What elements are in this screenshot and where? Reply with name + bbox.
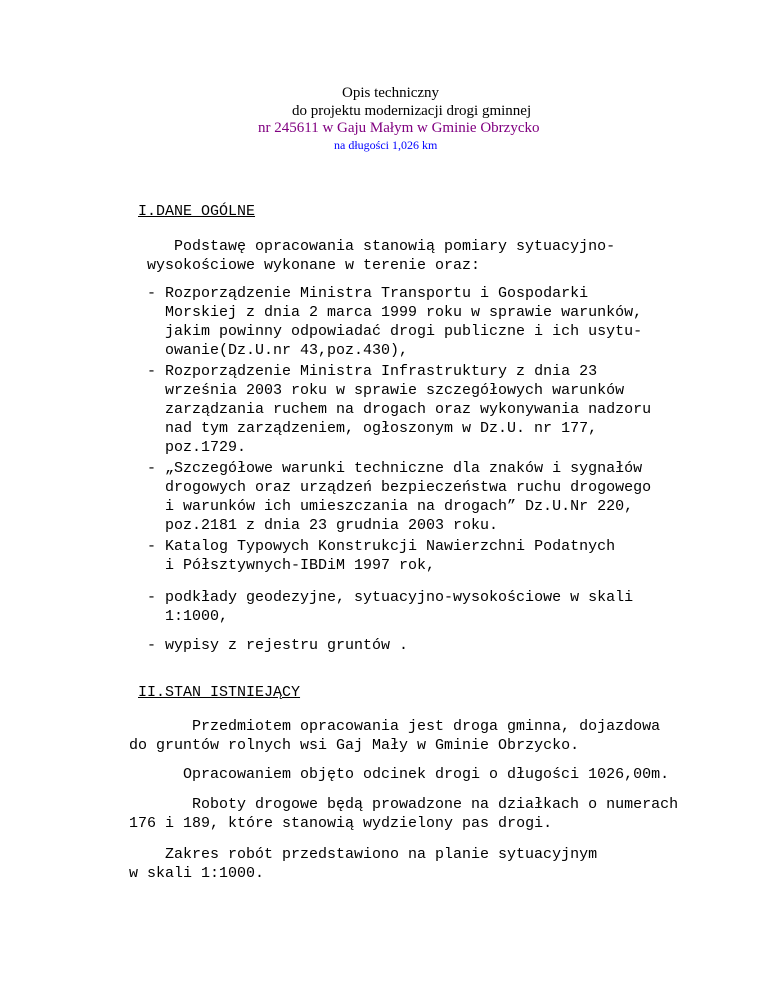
list-item-3-line-1: - „Szczegółowe warunki techniczne dla znaków i sygnałów [147,460,643,477]
section-2-paragraph-4-line-1: Zakres robót przedstawiono na planie sytuacyjnym [165,846,598,863]
list-item-1-line-1: - Rozporządzenie Ministra Transportu i Gospodarki [147,285,589,302]
document-subtitle: do projektu modernizacji drogi gminnej [292,103,532,119]
list-item-2-line-3: zarządzania ruchem na drogach oraz wykonywania nadzoru [165,401,652,418]
list-item-2-line-1: - Rozporządzenie Ministra Infrastruktury z dnia 23 [147,363,598,380]
list-item-2-line-4: nad tym zarządzeniem, ogłoszonym w Dz.U. nr 177, [165,420,598,437]
list-item-5-line-1: - podkłady geodezyjne, sytuacyjno-wysokościowe w skali [147,589,634,606]
section-2-paragraph-3-line-1: Roboty drogowe będą prowadzone na działkach o numerach [192,796,679,813]
section-2-paragraph-1-line-2: do gruntów rolnych wsi Gaj Mały w Gminie Obrzycko. [129,737,580,754]
section-1-intro-line-2: wysokościowe wykonane w terenie oraz: [147,257,481,274]
list-item-2-line-5: poz.1729. [165,439,247,456]
section-2-paragraph-1-line-1: Przedmiotem opracowania jest droga gminna, dojazdowa [192,718,661,735]
list-item-3-line-3: i warunków ich umieszczania na drogach” Dz.U.Nr 220, [165,498,634,515]
list-item-2-line-2: września 2003 roku w sprawie szczegółowych warunków [165,382,625,399]
list-item-3-line-2: drogowych oraz urządzeń bezpieczeństwa ruchu drogowego [165,479,652,496]
list-item-5-line-2: 1:1000, [165,608,229,625]
list-item-1-line-2: Morskiej z dnia 2 marca 1999 roku w sprawie warunków, [165,304,643,321]
section-2-heading: II.STAN ISTNIEJĄCY [138,684,301,701]
section-2-paragraph-3-line-2: 176 i 189, które stanowią wydzielony pas drogi. [129,815,553,832]
section-2-paragraph-2-line-1: Opracowaniem objęto odcinek drogi o długości 1026,00m. [183,766,670,783]
section-1-intro-line-1: Podstawę opracowania stanowią pomiary sytuacyjno- [174,238,616,255]
list-item-1-line-4: owanie(Dz.U.nr 43,poz.430), [165,342,409,359]
road-length-line: na długości 1,026 km [334,138,438,152]
section-1-heading: I.DANE OGÓLNE [138,203,256,220]
list-item-4-line-2: i Półsztywnych-IBDiM 1997 rok, [165,557,436,574]
list-item-3-line-4: poz.2181 z dnia 23 grudnia 2003 roku. [165,517,499,534]
list-item-6-line-1: - wypisy z rejestru gruntów . [147,637,409,654]
list-item-1-line-3: jakim powinny odpowiadać drogi publiczne i ich usytu- [165,323,643,340]
road-number-line: nr 245611 w Gaju Małym w Gminie Obrzycko [258,120,540,136]
section-2-paragraph-4-line-2: w skali 1:1000. [129,865,265,882]
list-item-4-line-1: - Katalog Typowych Konstrukcji Nawierzchni Podatnych [147,538,616,555]
document-title: Opis techniczny [342,85,440,101]
